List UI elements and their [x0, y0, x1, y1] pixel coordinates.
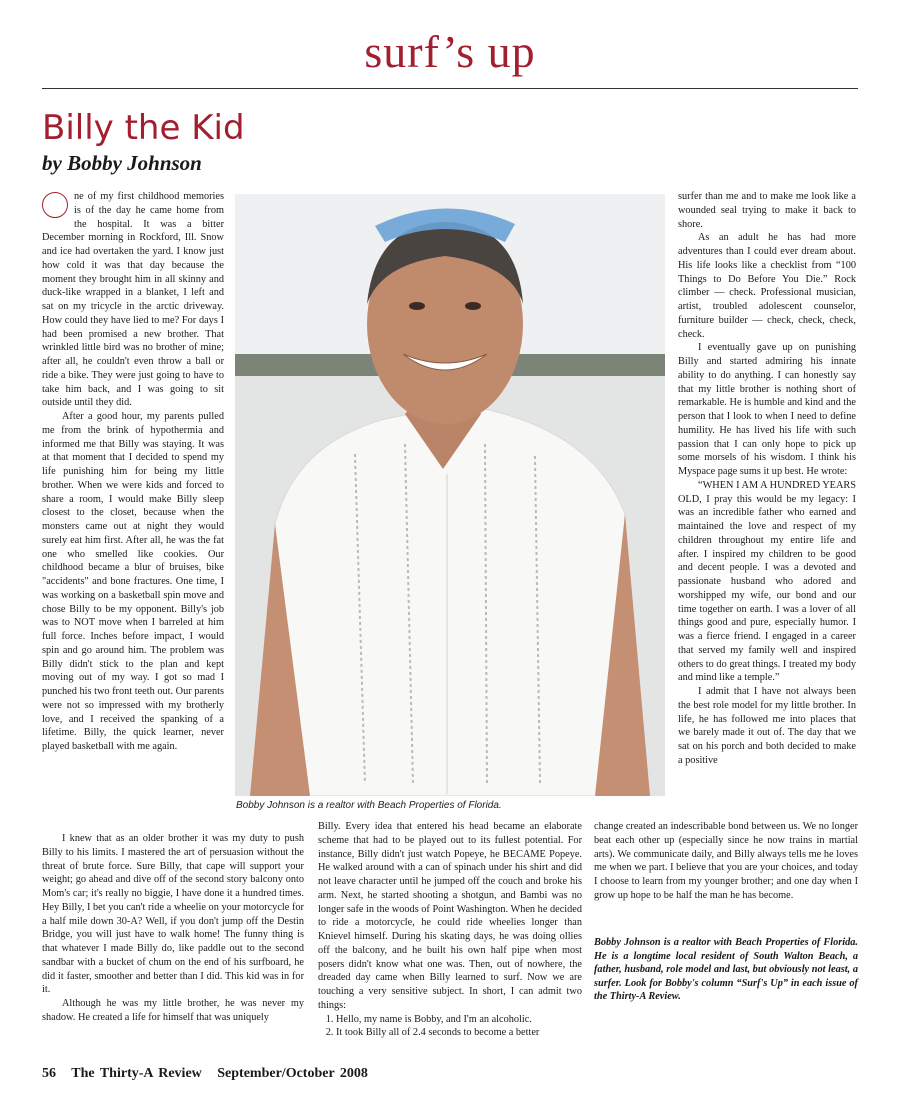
page-number: 56: [42, 1066, 56, 1081]
paragraph-change: change created an indescribable bond between us. We no longer beat each other up (especially since he now trains in martial arts). We communicate daily, and Billy always tells me he loves me when we part. I believe that you are your choices, and today I choose to learn from my younger brother; and one day when I grow up hope to be half the man he has become.: [594, 821, 858, 901]
paragraph-1: ne of my first childhood memories is of the day he came home from the hospital. It was a bitter December morning in Rockford, Ill. Snow and ice had overtaken the yard. I know just how cold it was that day because the moment they brought him in all skinny and duck-like wrapped in a blanket, I left and sat on my tricycle in the arctic driveway. How could they have lied to me? For days I had been promised a new brother. That wrinkled little bird was no brother of mine; after all, he couldn't even throw a ball or ride a bike. They were just going to have to take him back, and I was going to sit outside until they did.: [42, 191, 224, 409]
byline: by Bobby Johnson: [42, 151, 202, 175]
list-item: 2. It took Billy all of 2.4 seconds to become a better: [336, 1026, 582, 1040]
paragraph-billy: Billy. Every idea that entered his head became an elaborate scheme that had to be played out to its fullest potential. For instance, Billy didn't just watch Popeye, he BECAME Popeye. He walked around with a can of spinach under his shirt and did not leave character until he jumped off the couch and broke his arm. Next, he started shooting a shotgun, and Bambi was no longer safe in the woods of Point Washington. When he decided to ride a motorcycle, he could ride wheelies longer than Knievel himself. During his skating days, he was doing ollies off the balcony, and he built his own half pipe when most posers didn't know what one was. Then, out of nowhere, the dreaded day came when Billy learned to surf. Now we are touching a very sensitive subject. In short, I can admit two things:: [318, 821, 582, 1011]
paragraph-continued: surfer than me and to make me look like a wounded seal trying to make it back to shore.: [678, 191, 856, 230]
issue-date: September/October 2008: [217, 1066, 368, 1081]
author-bio: Bobby Johnson is a realtor with Beach Properties of Florida. He is a longtime local resident of South Walton Beach, a father, husband, role model and last, but obviously not least, a surfer. Look for Bobby's column “Surf's Up” in each issue of the Thirty-A Review.: [594, 937, 858, 1003]
admission-list: [318, 1013, 582, 1041]
paragraph-2: After a good hour, my parents pulled me from the brink of hypothermia and informed me that Billy was staying. It was at that moment that I decided to spend my life punishing him for being my little brother. When we were kids and forced to share a room, I would make Billy sleep closest to the closet, because when the monsters came out at night they would surely eat him first. After all, he was the fat one who smelled like cookies. Our childhood became a blur of bruises, bike "accidents" and bone fractures. One time, I was working on a basketball spin move and chose Billy to be my opponent. Billy's job was to NOT move when I barreled at him full force. Inches before impact, I would spin and go around him. The problem was Billy didn't stick to the plan and kept moving out of my way. I got so mad I punched his two front teeth out. Our parents were not so impressed with my brotherly love, and I received the spanking of a lifetime. Billy, the quick learner, never played basketball with me again.: [42, 411, 224, 752]
page-footer: [42, 1066, 378, 1082]
author-photo: [235, 194, 665, 796]
author-photo-illustration: [235, 194, 665, 796]
paragraph-role-model: I admit that I have not always been the best role model for my little brother. In life, he has followed me into places that we barely made it out of. The day that we sat on his porch and both decided to make a positive: [678, 686, 856, 766]
publication-name: The Thirty-A Review: [71, 1066, 202, 1081]
list-item: 1. Hello, my name is Bobby, and I'm an alcoholic.: [336, 1013, 582, 1027]
article-title: Billy the Kid: [42, 108, 245, 148]
photo-caption: Bobby Johnson is a realtor with Beach Properties of Florida.: [236, 800, 502, 811]
section-title: surf’s up: [364, 26, 536, 77]
paragraph-adventures: As an adult he has had more adventures than I could ever dream about. His life looks like a checklist from “100 Things to Do Before You Die.” Rock climber — check. Professional musician, artist, troubled adolescent counselor, furniture builder — check, check, check, check.: [678, 232, 856, 340]
paragraph-admiring: I eventually gave up on punishing Billy and started admiring his innate ability to do anything. I can honestly say that my little brother is nothing short of remarkable. He is humble and kind and the person that I look to when I need to define humility. He has lived his life with such passion that I can only hope to pick up some morsels of his wisdom. I think his Myspace page sums it up best. He wrote:: [678, 342, 856, 477]
bottom-left-column: [42, 832, 304, 1025]
paragraph-duty: I knew that as an older brother it was my duty to push Billy to his limits. I mastered the art of persuasion without the threat of brute force. Sure Billy, that cape will support your weight; go ahead and dive off of the second story balcony onto Mom's car; it's really no biggie, I have done it a hundred times. Hey Billy, I bet you can't ride a wheelie on your motorcycle for a half mile down 30-A? Well, if you don't jump off the Destin Bridge, you will just have to walk home! The funny thing is that whatever I made Billy do, like paddle out to the second sandbar with a bucket of chum on the end of his surfboard, he did it faster, smoother and better than I did. This kid was in for it.: [42, 833, 304, 996]
dropcap-o-icon: [42, 192, 68, 218]
bottom-middle-column: [318, 820, 582, 1040]
left-column: [42, 190, 224, 754]
quote-paragraph: “WHEN I AM A HUNDRED YEARS OLD, I pray this would be my legacy: I was an incredible father who earned and maintained the love and respect of my children throughout my entire life and after. I inspired my children to be good and decent people. I was a devoted and passionate husband who adored and worshipped my wife, our bond and our time together on earth. I was a lover of all things good and pure, especially humor. I was a fierce friend. I engaged in a career that served my family well and inspired others to do great things. I treated my body and mind like a temple.”: [678, 479, 856, 684]
bottom-right-column: [594, 820, 858, 903]
right-column: [678, 190, 856, 768]
header-rule: [42, 88, 858, 89]
paragraph-shadow: Although he was my little brother, he was never my shadow. He created a life for himself that was uniquely: [42, 998, 304, 1023]
